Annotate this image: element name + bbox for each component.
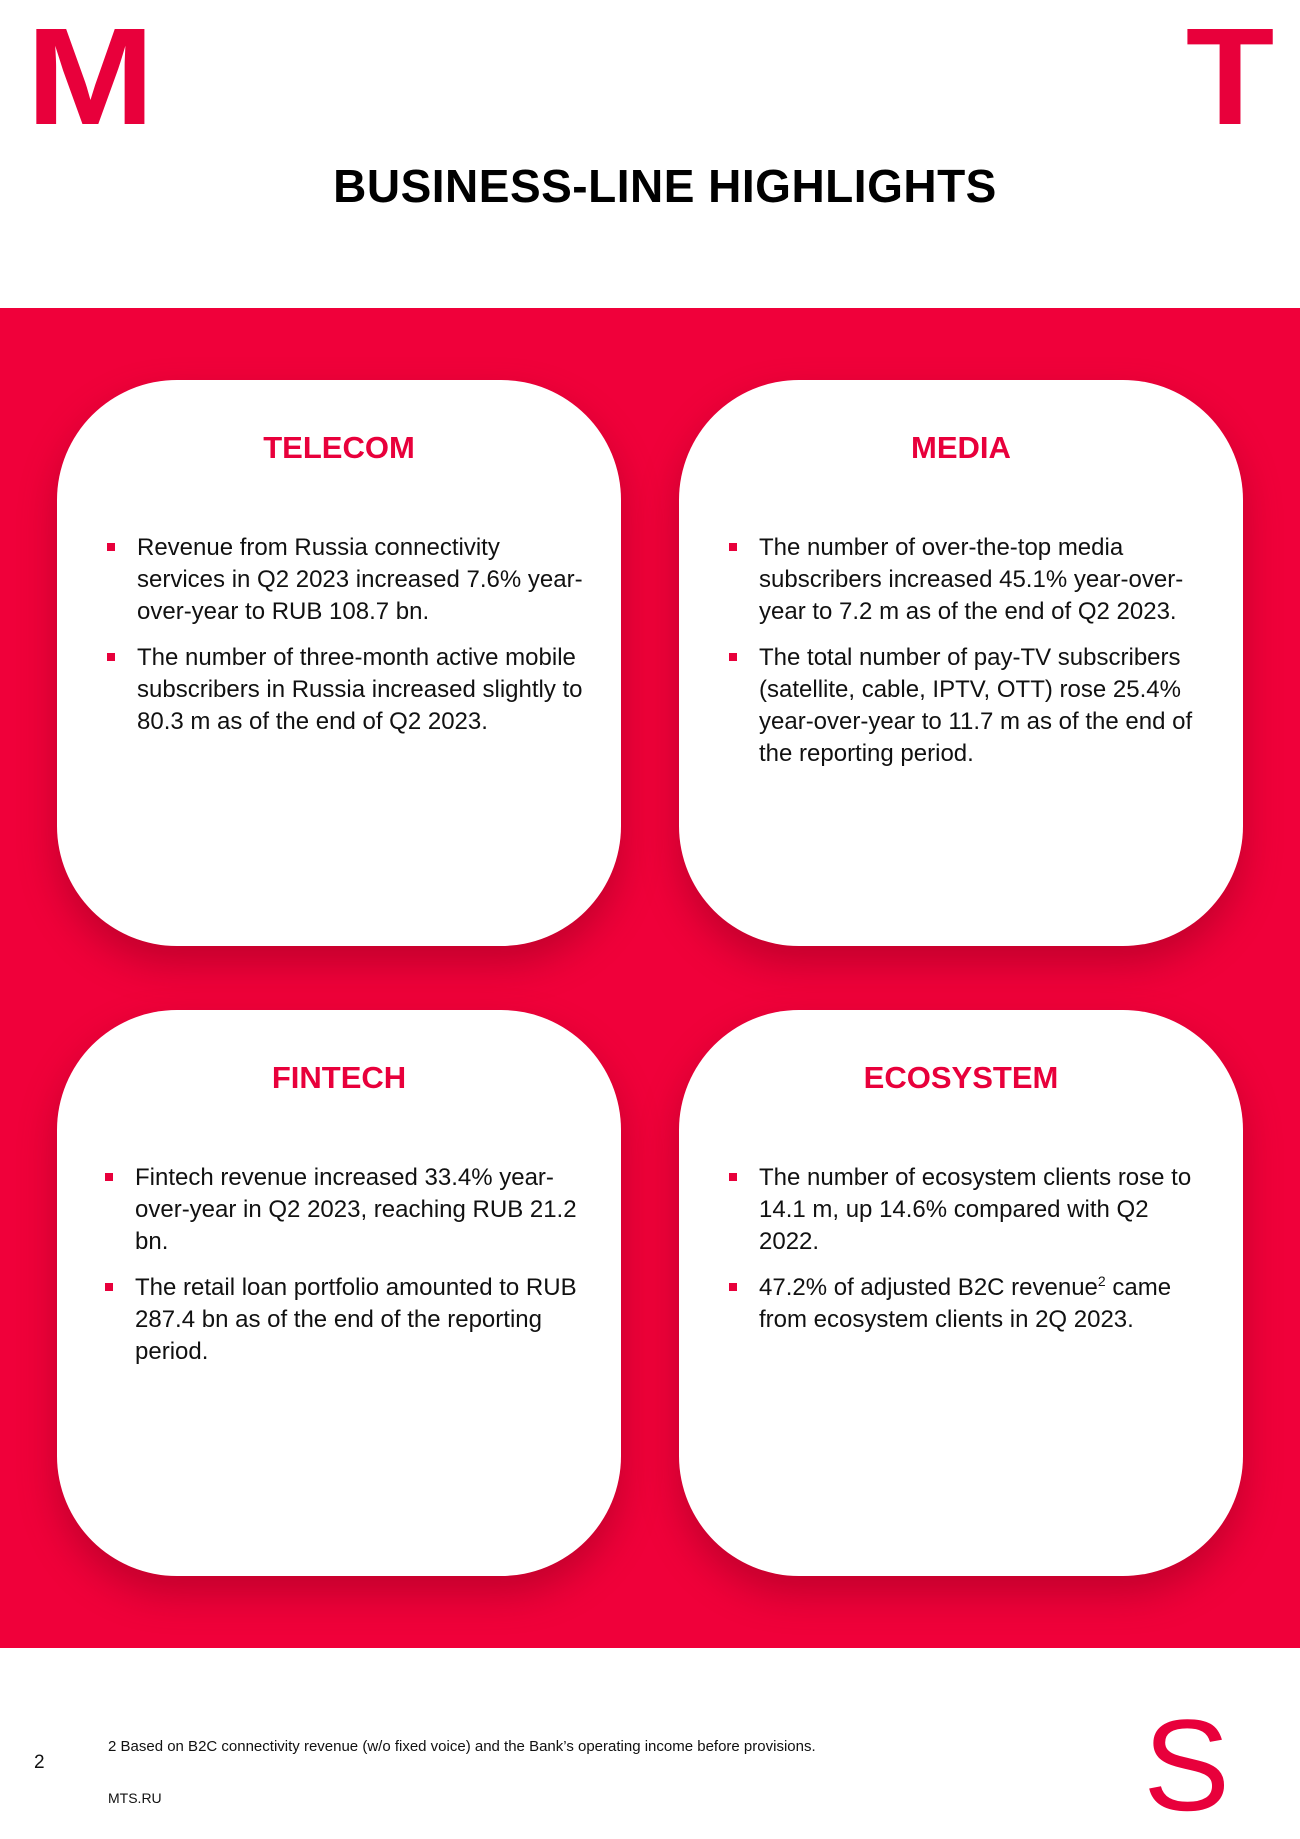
telecom-bullet-2-text: The number of three-month active mobile subscribers in Russia increased slightly to 80.3 m as of the end of Q2 2023. [137,644,583,735]
square-bullet-icon [729,1283,737,1291]
telecom-bullet-2 [107,642,585,738]
media-bullet-1 [729,532,1207,628]
media-bullet-2 [729,642,1207,770]
telecom-bullet-list [107,532,585,752]
media-bullet-list [729,532,1207,784]
media-bullet-2-text: The total number of pay-TV subscribers (satellite, cable, IPTV, OTT) rose 25.4% year-over-year to 11.7 m as of the end of the reporting period. [759,644,1193,767]
ecosystem-card [679,1010,1243,1576]
page-title: BUSINESS-LINE HIGHLIGHTS [333,159,997,212]
ecosystem-bullet-2-text-end: came from ecosystem clients in 2Q 2023. [759,1274,1172,1333]
mts-logo-letter-m: M [26,0,151,154]
ecosystem-card-title: ECOSYSTEM [863,1060,1059,1095]
square-bullet-icon [107,543,115,551]
media-card [679,380,1243,946]
fintech-card-title: FINTECH [271,1060,407,1095]
fintech-bullet-1-text: Fintech revenue increased 33.4% year-over-year in Q2 2023, reaching RUB 21.2 bn. [135,1164,577,1255]
ecosystem-bullet-1 [729,1162,1207,1258]
footnote: 2 Based on B2C connectivity revenue (w/o fixed voice) and the Bank’s operating income before provisions. [108,1738,816,1755]
media-card-title: MEDIA [911,430,1011,465]
square-bullet-icon [729,543,737,551]
media-bullet-1-text: The number of over-the-top media subscribers increased 45.1% year-over-year to 7.2 m as of the end of Q2 2023. [759,534,1184,625]
telecom-bullet-1-text: Revenue from Russia connectivity services in Q2 2023 increased 7.6% year-over-year to RUB 108.7 bn. [137,534,583,625]
page-number: 2 [34,1752,45,1773]
ecosystem-bullet-2 [729,1272,1207,1336]
website-label: MTS.RU [108,1790,162,1806]
telecom-bullet-1 [107,532,585,628]
fintech-bullet-1 [105,1162,585,1258]
ecosystem-bullet-1-text: The number of ecosystem clients rose to 14.1 m, up 14.6% compared with Q2 2022. [759,1164,1192,1255]
footnote-ref-2: 2 [1097,1273,1106,1289]
telecom-card-title: TELECOM [263,430,415,465]
fintech-bullet-2 [105,1272,585,1368]
square-bullet-icon [105,1173,113,1181]
telecom-card [57,380,621,946]
mts-logo-letter-t: T [1185,0,1274,154]
fintech-card [57,1010,621,1576]
ecosystem-bullet-list [729,1162,1207,1350]
square-bullet-icon [729,653,737,661]
square-bullet-icon [105,1283,113,1291]
square-bullet-icon [729,1173,737,1181]
ecosystem-bullet-2-text: 47.2% of adjusted B2C revenue [759,1274,1098,1301]
fintech-bullet-list [105,1162,585,1382]
fintech-bullet-2-text: The retail loan portfolio amounted to RUB 287.4 bn as of the end of the reporting period. [135,1274,577,1365]
square-bullet-icon [107,653,115,661]
mts-logo-letter-s: S [1143,1692,1230,1838]
